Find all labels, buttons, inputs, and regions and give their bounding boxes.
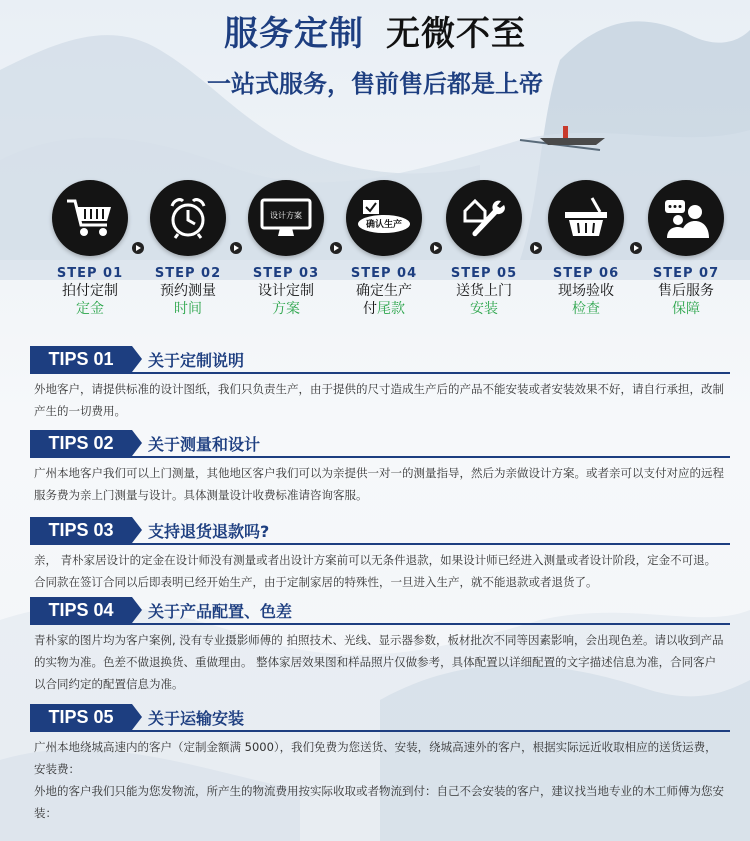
tip-02 (30, 430, 730, 506)
monitor-icon-text: 设计方案 (270, 211, 302, 220)
step-number: STEP 07 (652, 266, 720, 281)
tip-paragraph: 广州本地绕城高速内的客户（定制金额满 5000），我们免费为您送货、安装，绕城高速外的客户，根据实际远近收取相应的送货运费，安装费： (34, 740, 717, 776)
customer-service-icon (648, 180, 724, 256)
page-title (0, 6, 750, 55)
tip-badge: TIPS 02 (30, 430, 132, 456)
service-steps (50, 180, 730, 320)
tip-title: 支持退货退款吗? (148, 522, 270, 541)
tip-badge: TIPS 01 (30, 346, 132, 372)
tip-05 (30, 704, 730, 824)
tip-header (30, 517, 730, 545)
step-07 (646, 180, 726, 318)
step-number: STEP 02 (154, 266, 222, 281)
divider (30, 543, 730, 545)
step-subtitle-highlight: 尾款 (377, 301, 405, 317)
chevron-right-icon (430, 242, 442, 254)
step-01 (50, 180, 130, 318)
chevron-right-icon (330, 242, 342, 254)
house-wrench-icon (446, 180, 522, 256)
tip-paragraph: 青朴家的图片均为客户案例, 没有专业摄影师傅的 拍照技术、光线、显示器参数，板材批次不同等因素影响，会出现色差。请以收到产品的实物为准。色差不做退换货、重做理由。 整体家居效果图和样品照片仅做参考，具体配置以详细配置的文字描述信息为准，合同客户以合同约定的配置信息为准。 (34, 633, 724, 691)
step-02 (148, 180, 228, 318)
basket-icon (548, 180, 624, 256)
tip-body (30, 629, 724, 695)
step-title: 确定生产 (356, 283, 412, 299)
step-title: 拍付定制 (62, 283, 118, 299)
step-number: STEP 05 (450, 266, 518, 281)
tip-title: 关于产品配置、色差 (148, 602, 293, 621)
shopping-cart-icon (52, 180, 128, 256)
chevron-right-icon (630, 242, 642, 254)
step-subtitle: 检查 (572, 301, 600, 317)
monitor-icon (248, 180, 324, 256)
tip-01 (30, 346, 730, 422)
step-title: 预约测量 (160, 283, 216, 299)
step-subtitle-prefix: 付 (363, 301, 377, 317)
tip-paragraph: 外地客户，请提供标准的设计图纸，我们只负责生产，由于提供的尺寸造成生产后的产品不能安装或者安装效果不好，请自行承担，改制产生的一切费用。 (34, 382, 724, 418)
divider (30, 623, 730, 625)
step-subtitle: 定金 (76, 301, 104, 317)
step-title: 现场验收 (558, 283, 614, 299)
title-part-1: 服务定制 (224, 14, 364, 54)
step-03 (246, 180, 326, 318)
tip-title: 关于测量和设计 (148, 435, 261, 454)
step-number: STEP 03 (252, 266, 320, 281)
step-title: 设计定制 (258, 283, 314, 299)
step-subtitle: 方案 (272, 301, 300, 317)
page-subtitle: 一站式服务，售前售后都是上帝 (207, 70, 543, 98)
tip-body (30, 736, 724, 824)
step-06 (546, 180, 626, 318)
step-04 (344, 180, 424, 318)
tip-title: 关于定制说明 (148, 351, 245, 370)
tip-04 (30, 597, 730, 695)
step-title: 售后服务 (658, 283, 714, 299)
step-number: STEP 01 (56, 266, 124, 281)
tip-title: 关于运输安装 (148, 709, 245, 728)
tip-header (30, 704, 730, 732)
chevron-right-icon (530, 242, 542, 254)
step-05 (444, 180, 524, 318)
tip-body (30, 378, 724, 422)
step-subtitle: 保障 (672, 301, 700, 317)
tip-header (30, 430, 730, 458)
title-part-2: 无微不至 (386, 14, 526, 54)
divider (30, 730, 730, 732)
divider (30, 372, 730, 374)
tip-paragraph: 亲， 青朴家居设计的定金在设计师没有测量或者出设计方案前可以无条件退款，如果设计师已经进入测量或者设计阶段，定金不可退。合同款在签订合同以后即表明已经开始生产，由于定制家居的特殊性，一旦进入生产，就不能退款或者退货了。 (34, 553, 717, 589)
tip-body (30, 549, 724, 593)
confirm-production-icon-text: 确认生产 (365, 220, 403, 230)
confirm-production-icon (346, 180, 422, 256)
step-title: 送货上门 (456, 283, 512, 299)
step-number: STEP 04 (350, 266, 418, 281)
chevron-right-icon (230, 242, 242, 254)
tip-paragraph: 广州本地客户我们可以上门测量，其他地区客户我们可以为亲提供一对一的测量指导，然后为亲做设计方案。或者亲可以支付对应的远程服务费为亲上门测量与设计。具体测量设计收费标准请咨询客服。 (34, 466, 724, 502)
chevron-right-icon (132, 242, 144, 254)
step-subtitle (344, 300, 424, 318)
step-subtitle: 安装 (470, 301, 498, 317)
alarm-clock-icon (150, 180, 226, 256)
step-number: STEP 06 (552, 266, 620, 281)
tip-03 (30, 517, 730, 593)
tip-badge: TIPS 03 (30, 517, 132, 543)
tip-body (30, 462, 724, 506)
tip-badge: TIPS 04 (30, 597, 132, 623)
tip-paragraph: 外地的客户我们只能为您发物流，所产生的物流费用按实际收取或者物流到付：自己不会安装的客户，建议找当地专业的木工师傅为您安装： (34, 784, 724, 820)
divider (30, 456, 730, 458)
step-subtitle: 时间 (174, 301, 202, 317)
tip-badge: TIPS 05 (30, 704, 132, 730)
tip-header (30, 346, 730, 374)
tip-header (30, 597, 730, 625)
